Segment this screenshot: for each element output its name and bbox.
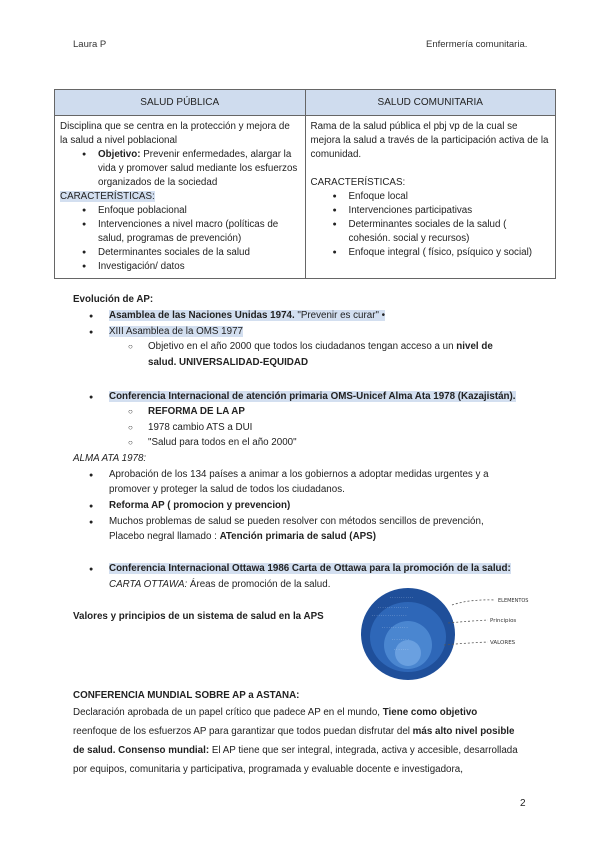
list-item: ● Determinantes sociales de la salud [60,246,300,260]
caracteristicas-label-comunitaria: CARACTERÍSTICAS: [310,177,406,188]
list-item: ● Intervenciones a nivel macro (políticas de salud, programas de prevención) [60,218,300,246]
connector-line [448,620,488,623]
alma-ata-sub-reforma: ○ REFORMA DE LA AP [128,404,245,420]
list-item: ● Enfoque local [311,190,551,204]
list-item: ● Investigación/ datos [60,260,300,274]
cell-salud-comunitaria [305,116,556,279]
core-circle [395,640,421,666]
list-item: ● Enfoque integral ( físico, psíquico y social) [311,246,551,260]
comparison-table [54,89,556,279]
svg-text:· · · · · · · ·: · · · · · · · · [392,638,409,642]
evolucion-item-1977: ● XIII Asamblea de la OMS 1977 [89,324,243,340]
alma-ata-item-1-cont: promover y proteger la salud de todos los ciudadanos. [109,484,345,495]
valores-title: Valores y principios de un sistema de salud en la APS [73,611,324,622]
ottawa-subtitle: CARTA OTTAWA: Áreas de promoción de la salud. [109,579,331,590]
alma-ata-sub-ats: ○ 1978 cambio ATS a DUI [128,420,252,436]
header-author: Laura P [73,39,107,50]
valores-diagram [360,585,560,685]
alma-ata-item-2: ● Reforma AP ( promocion y prevencion) [89,498,290,514]
page-number: 2 [520,798,526,809]
evolucion-sub-2000-cont: salud. UNIVERSALIDAD-EQUIDAD [148,357,309,368]
diagram-label-principios: Principios [490,618,517,624]
caracteristicas-label-publica: CARACTERÍSTICAS: [60,191,155,202]
salud-publica-intro: Disciplina que se centra en la protección y mejora de la salud a nivel poblacional [60,121,290,146]
salud-comunitaria-intro: Rama de la salud pública el pbj vp de la cual se mejora la salud a través de la participación activa de la comunidad. [310,121,549,160]
list-item: ● Intervenciones participativas [311,204,551,218]
alma-ata-item-3: ● Muchos problemas de salud se pueden resolver con métodos sencillos de prevención, [89,514,484,530]
table-header-salud-publica: SALUD PÚBLICA [55,90,306,116]
alma-ata-sub-salud-todos: ○ "Salud para todos en el año 2000" [128,435,297,451]
connector-line [452,600,495,605]
alma-ata-item-1: ● Aprobación de los 134 países a animar a los gobiernos a adoptar medidas urgentes y a [89,467,489,483]
svg-text:· · · · · · · · · · · · · · ·: · · · · · · · · · · · · · · · · [372,614,407,618]
svg-text:· · · · · · · · · · · ·: · · · · · · · · · · · · [382,626,408,630]
astana-title: CONFERENCIA MUNDIAL SOBRE AP a ASTANA: [73,690,300,701]
list-item: ● Enfoque poblacional [60,204,300,218]
evolucion-item-alma-ata: ● Conferencia Internacional de atención primaria OMS-Unicef Alma Ata 1978 (Kazajistán). [89,389,516,405]
list-item: ● Determinantes sociales de la salud ( cohesión. social y recursos) [311,218,551,246]
table-header-salud-comunitaria: SALUD COMUNITARIA [305,90,556,116]
svg-text:· · · · · · ·: · · · · · · · [394,648,409,652]
evolucion-title: Evolución de AP: [73,294,154,305]
header-course: Enfermería comunitaria. [426,39,528,50]
cell-salud-publica [55,116,306,279]
svg-text:· · · · · · · · · · · · · ·: · · · · · · · · · · · · · · [378,606,409,610]
diagram-label-valores: VALORES [490,640,516,646]
objetivo-item: ● Objetivo: Prevenir enfermedades, alargar la vida y promover salud mediante los esfuerzos organizados de la sociedad [60,148,300,190]
astana-paragraph: Declaración aprobada de un papel crítico que padece AP en el mundo, Tiene como objetivo reenfoque de los esfuerzos AP para garantizar que todos puedan disfrutar del más alto nivel posible de salud. Consenso mundial: El AP tiene que ser integral, integrada, activa y accesible, desarrollada por equipos, comunitaria y participativa, programada y evaluable docente e investigadora, [73,707,518,775]
diagram-label-elementos: ELEMENTOS [498,598,529,604]
alma-ata-item-3-cont: Placebo negral llamado : ATención primaria de salud (APS) [109,531,376,542]
svg-text:· · · · · · · · · · ·: · · · · · · · · · · · [390,596,414,600]
evolucion-item-1974: ● Asamblea de las Naciones Unidas 1974. "Prevenir es curar" • [89,308,385,324]
evolucion-sub-2000: ○ Objetivo en el año 2000 que todos los ciudadanos tengan acceso a un nivel de [128,339,493,355]
alma-ata-title: ALMA ATA 1978: [73,453,147,464]
ottawa-item: ● Conferencia Internacional Ottawa 1986 Carta de Ottawa para la promoción de la salud: [89,561,511,577]
